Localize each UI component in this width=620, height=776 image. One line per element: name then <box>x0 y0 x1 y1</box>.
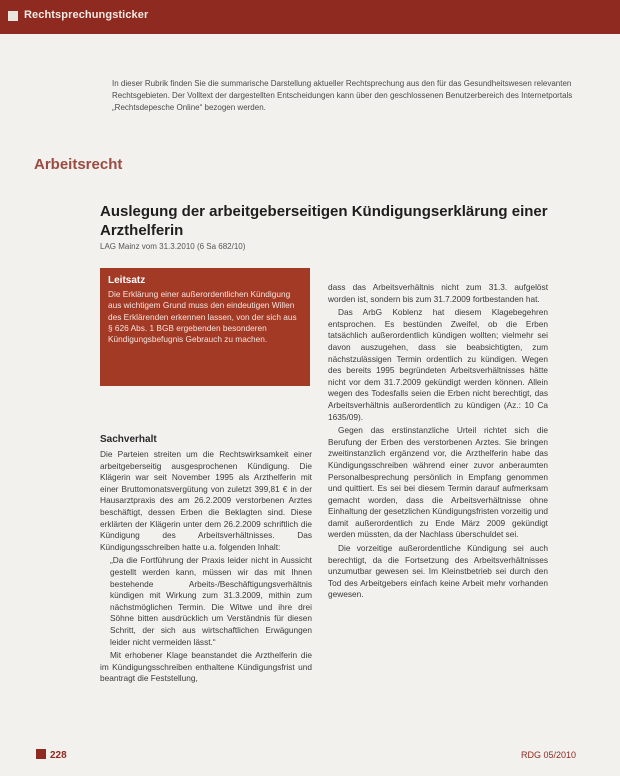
right-column <box>328 282 548 603</box>
sachverhalt-heading: Sachverhalt <box>100 434 157 445</box>
sachverhalt-paragraph: Mit erhobener Klage beanstandet die Arzthelferin die im Kündigungsschreiben enthaltene Kündigungsfrist und beantragt die Feststellung, <box>100 650 312 684</box>
article-title: Auslegung der arbeitgeberseitigen Kündigungserklärung einer Arzthelferin <box>100 203 548 239</box>
leitsatz-heading: Leitsatz <box>108 275 146 286</box>
rubric-header <box>0 0 620 34</box>
page-number <box>36 749 67 761</box>
issue-label: RDG 05/2010 <box>520 750 576 760</box>
sachverhalt-paragraph: Die Parteien streiten um die Rechtswirksamkeit einer arbeitgeberseitig ausgesprochenen Kündigung. Die Klägerin war seit November 1995 als Arzthelferin mit einer Bruttomonatsvergütung von zuletzt 399,81 € in der Hausarztpraxis des am 26.2.2009 verstorbenen Arztes beschäftigt, dessen Erben die Beklagten sind. Diese erklärten der Klägerin unter dem 26.2.2009 schriftlich die Kündigung des Arbeitsverhältnisses. Das Kündigungsschreiben hatte u.a. folgenden Inhalt: <box>100 449 312 552</box>
body-paragraph: Die vorzeitige außerordentliche Kündigung sei auch berechtigt, da die Fortsetzung des Arbeitsverhältnisses unzumutbar gewesen sei. Im Kleinstbetrieb sei durch den Tod des Arbeitgebers einfach keine Arbeit mehr vorhanden gewesen. <box>328 543 548 600</box>
left-column <box>100 449 312 687</box>
intro-text: In dieser Rubrik finden Sie die summarische Darstellung aktueller Rechtsprechung aus den für das Gesundheitswesen relevanten Rechtsgebieten. Der Volltext der dargestellten Entscheidungen kann über den geschlossenen Benutzerbereich des Internetportals „Rechtsdepesche Online“ bezogen werden. <box>112 79 573 112</box>
leitsatz-box <box>100 268 310 386</box>
quoted-letter: „Da die Fortführung der Praxis leider nicht in Aussicht gestellt werden kann, müssen wir das mit Ihnen bestehende Arbeits-/Beschäftigungsverhältnis kündigen mit Wirkung zum 31.3.2009, mithin zum nächstmöglichen Termin. Die Witwe und ihre drei Söhne bitten ausdrücklich um Verständnis für diesen Schritt, der sich aus wirtschaftlichen Erwägungen leider nicht vermeiden lässt.“ <box>110 555 312 647</box>
page-number-text: 228 <box>50 750 67 761</box>
section-title: Arbeitsrecht <box>34 156 123 173</box>
square-icon <box>8 11 18 21</box>
rubric-label: Rechtsprechungsticker <box>24 9 149 21</box>
leitsatz-text: Die Erklärung einer außerordentlichen Kündigung aus wichtigem Grund muss den eindeutigen Willen des Erklärenden erkennen lassen, von der sich aus § 626 Abs. 1 BGB ergebenden besonderen Kündigungsbefugnis Gebrauch zu machen. <box>108 289 297 345</box>
square-icon <box>36 749 46 759</box>
article-citation: LAG Mainz vom 31.3.2010 (6 Sa 682/10) <box>100 242 246 251</box>
body-paragraph: Das ArbG Koblenz hat diesem Klagebegehren entsprochen. Es bestünden Zweifel, ob die Erben tatsächlich außerordentlich kündigen wollten; vielmehr sei davon auszugehen, dass sie beabsichtigten, zum nächstzulässigen Termin ordentlich zu kündigen. Wegen des bereits 1995 begründeten Arbeitsverhältnisses hätte nicht vor dem 31.7.2009 gekündigt werden können. Allein wegen des Todesfalls seien die Erben nicht berechtigt, das Arbeitsverhältnis außerordentlich zu kündigen (Az.: 10 Ca 1635/09). <box>328 307 548 422</box>
body-paragraph: dass das Arbeitsverhältnis nicht zum 31.3. aufgelöst worden ist, sondern bis zum 31.7.2009 fortbestanden hat. <box>328 282 548 304</box>
body-paragraph: Gegen das erstinstanzliche Urteil richtet sich die Berufung der Erben des verstorbenen Arztes. Sie bringen zweitinstanzlich ergänzend vor, die Arzthelferin habe das Kündigungsschreiben während einer zuvor anberaumten Personalbesprechung persönlich in Empfang genommen und quittiert. Es sei bei diesem Termin darauf aufmerksam gemacht worden, dass die Arbeitsverhältnisse ohne Einhaltung der gesetzlichen Kündigungsfristen vorzeitig und damit außerordentlich zu Ende März 2009 gekündigt werden müssten, da der Nachlass überschuldet sei. <box>328 425 549 540</box>
